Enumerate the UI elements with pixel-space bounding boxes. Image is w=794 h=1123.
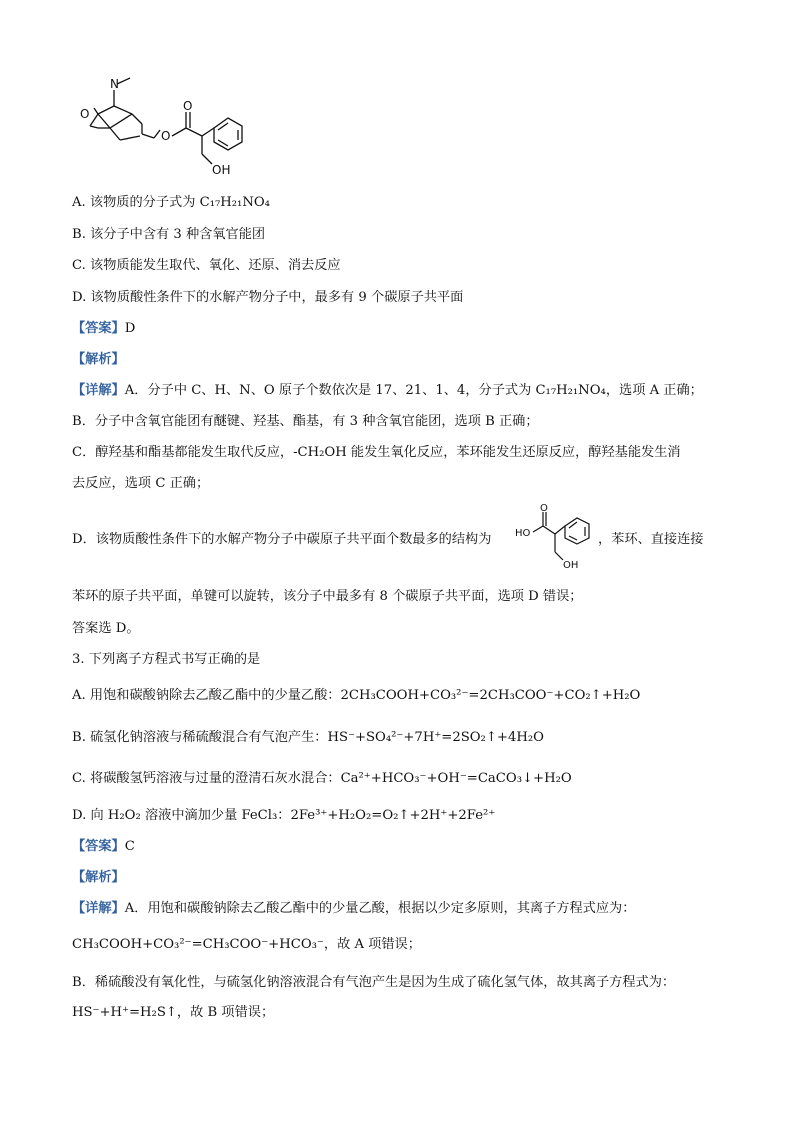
detail-a-text: A．分子中 C、H、N、O 原子个数依次是 17、21、1、4，分子式为 C₁₇H₂₁NO₄，选项 A 正确； — [124, 383, 703, 398]
oh-label-2: OH — [563, 560, 579, 571]
answer-value: D — [124, 321, 136, 336]
q3-detail-a2: CH₃COOH+CO₃²⁻=CH₃COO⁻+HCO₃⁻，故 A 项错误； — [72, 937, 421, 952]
answer-value-3: C — [124, 839, 135, 854]
q3-option-d: D. 向 H₂O₂ 溶液中滴加少量 FeCl₃：2Fe³⁺+H₂O₂=O₂↑+2H⁺+2Fe²⁺ — [72, 808, 496, 823]
q3-detail-a1 — [72, 900, 635, 918]
q2-detail-d1-pre: D．该物质酸性条件下的水解产物分子中碳原子共平面个数最多的结构为 — [72, 532, 492, 547]
q2-detail-d2: 苯环的原子共平面，单键可以旋转，该分子中最多有 8 个碳原子共平面，选项 D 错误； — [72, 589, 583, 604]
q3-analysis-tag: 【解析】 — [72, 870, 125, 885]
q2-detail-b: B．分子中含氧官能团有醚键、羟基、酯基，有 3 种含氧官能团，选项 B 正确； — [72, 414, 539, 429]
detail-tag: 【详解】 — [72, 383, 125, 398]
nitrogen-label: N — [110, 77, 119, 91]
q2-detail-d1-post: ，苯环、直接连接 — [598, 532, 704, 547]
detail-tag-3: 【详解】 — [72, 901, 125, 916]
q2-option-b: B. 该分子中含有 3 种含氧官能团 — [72, 227, 266, 242]
q3-option-b: B. 硫氢化钠溶液与稀硫酸混合有气泡产生：HS⁻+SO₄²⁻+7H⁺=2SO₂↑+4H₂O — [72, 730, 544, 745]
q3-answer — [72, 838, 135, 856]
q3-detail-b1: B．稀硫酸没有氧化性，与硫氢化钠溶液混合有气泡产生是因为生成了硫化氢气体，故其离子方程式为： — [72, 975, 676, 990]
carbonyl-oxygen-label: O — [183, 99, 193, 113]
q2-detail-c1: C．醇羟基和酯基都能发生取代反应，-CH₂OH 能发生氧化反应，苯环能发生还原反应，醇羟基能发生消 — [72, 445, 681, 460]
hydroxyl-label: OH — [212, 163, 231, 177]
q3-option-c: C. 将碳酸氢钙溶液与过量的澄清石灰水混合：Ca²⁺+HCO₃⁻+OH⁻=CaCO₃↓+H₂O — [72, 771, 572, 786]
q2-option-d: D. 该物质酸性条件下的水解产物分子中，最多有 9 个碳原子共平面 — [72, 290, 464, 305]
molecule-structure-2 — [515, 502, 607, 572]
q2-detail-c2: 去反应，选项 C 正确； — [72, 476, 210, 491]
q2-option-c: C. 该物质能发生取代、氧化、还原、消去反应 — [72, 258, 341, 273]
q2-option-a: A. 该物质的分子式为 C₁₇H₂₁NO₄ — [72, 195, 270, 210]
detail-a1-text: A．用饱和碳酸钠除去乙酸乙酯中的少量乙酸，根据以少定多原则，其离子方程式应为： — [124, 901, 636, 916]
molecule-structure-1 — [74, 72, 284, 184]
q2-analysis-tag: 【解析】 — [72, 352, 125, 367]
q2-answer — [72, 320, 135, 338]
answer-tag: 【答案】 — [72, 321, 125, 336]
epoxide-oxygen-label: O — [80, 107, 90, 121]
carbonyl-oxygen-label-2: O — [540, 503, 548, 514]
ho-label: HO — [515, 528, 531, 539]
q3-detail-b2: HS⁻+H⁺=H₂S↑，故 B 项错误； — [72, 1005, 275, 1020]
answer-tag-3: 【答案】 — [72, 839, 125, 854]
ester-oxygen-label: O — [161, 129, 171, 143]
q3-option-a: A. 用饱和碳酸钠除去乙酸乙酯中的少量乙酸：2CH₃COOH+CO₃²⁻=2CH₃COO⁻+CO₂↑+H₂O — [72, 688, 641, 703]
q3-stem: 3. 下列离子方程式书写正确的是 — [72, 652, 261, 667]
q2-final-answer: 答案选 D。 — [72, 621, 140, 636]
q2-detail-a — [72, 382, 703, 400]
